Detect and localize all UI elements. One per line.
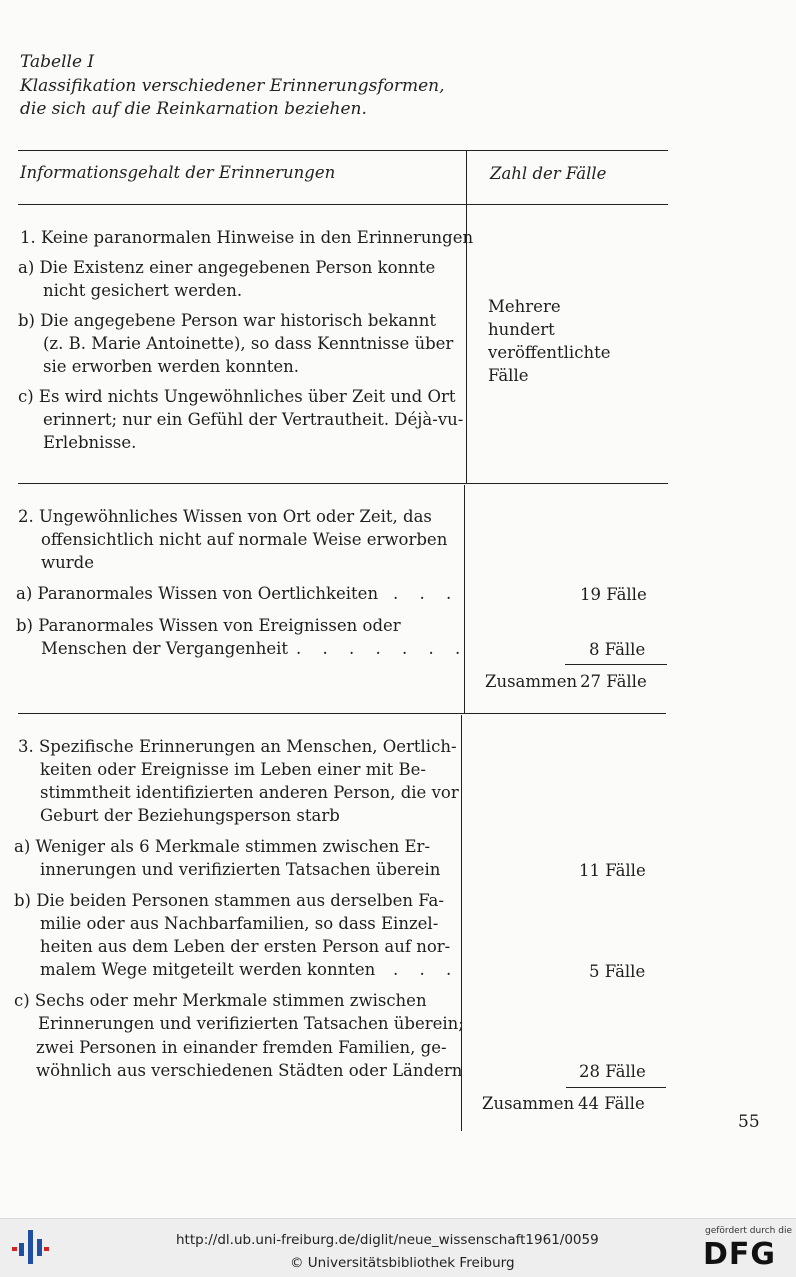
column-divider [466,150,467,483]
section-1-item-b-cont: (z. B. Marie Antoinette), so dass Kenntnisse über [43,334,454,353]
dfg-tagline: gefördert durch die [705,1226,792,1236]
sum-rule [565,664,667,665]
section-3-item-b-cont: heiten aus dem Leben der ersten Person auf nor- [40,937,451,956]
table-caption-label: Tabelle I [20,52,95,72]
section-1-item-b-cont: sie erworben werden konnten. [43,357,299,376]
section-3-item-a-cont: innerungen und verifizierten Tatsachen überein [40,860,441,879]
section-1-count: Mehrere [488,297,561,316]
section-3-item-a-count: 11 Fälle [579,861,646,880]
table-caption-title-line1: Klassifikation verschiedener Erinnerungsformen, [20,76,445,96]
section-3-item-b-count: 5 Fälle [589,962,646,981]
table-caption-title-line2: die sich auf die Reinkarnation beziehen. [20,99,367,119]
section-2-item-a-count: 19 Fälle [580,585,647,604]
section-1-title: 1. Keine paranormalen Hinweise in den Erinnerungen [20,228,474,247]
column-divider [464,485,465,713]
section-1-item-b: b) Die angegebene Person war historisch bekannt [18,311,436,330]
leader-dots: . . . . . . . [296,639,469,658]
ub-freiburg-logo-icon [10,1227,50,1267]
column-header-count: Zahl der Fälle [490,164,607,183]
section-3-title: 3. Spezifische Erinnerungen an Menschen, Oertlich- [18,737,457,756]
section-1-count: veröffentlichte [488,343,611,362]
section-2-item-b-cont: Menschen der Vergangenheit [41,639,289,658]
section-2-title-cont: wurde [41,553,94,572]
section-rule [18,483,668,484]
footer-copyright: © Universitätsbibliothek Freiburg [290,1255,515,1271]
leader-dots: . . . [393,960,460,979]
section-1-item-a-cont: nicht gesichert werden. [43,281,243,300]
section-2-total-label: Zusammen [485,672,578,691]
section-2-item-b-count: 8 Fälle [589,640,646,659]
section-3-item-a: a) Weniger als 6 Merkmale stimmen zwischen Er- [14,837,431,856]
section-3-title-cont: Geburt der Beziehungsperson starb [40,806,340,825]
header-bottom-rule [18,204,668,205]
page-number: 55 [738,1112,760,1132]
section-3-total-label: Zusammen [482,1094,575,1113]
section-1-count: hundert [488,320,555,339]
section-3-item-c-count: 28 Fälle [579,1062,646,1081]
section-3-item-b: b) Die beiden Personen stammen aus derselben Fa- [14,891,444,910]
section-1-item-a: a) Die Existenz einer angegebenen Person konnte [18,258,436,277]
section-3-total-count: 44 Fälle [578,1094,645,1113]
leader-dots: . . . [393,584,460,603]
section-2-total-count: 27 Fälle [580,672,647,691]
section-3-title-cont: keiten oder Ereignisse im Leben einer mit Be- [40,760,427,779]
table-top-rule [18,150,668,151]
section-2-item-b: b) Paranormales Wissen von Ereignissen oder [16,616,401,635]
section-1-count: Fälle [488,366,529,385]
section-3-item-c-cont: wöhnlich aus verschiedenen Städten oder Ländern [36,1061,463,1080]
section-3-item-c-cont: zwei Personen in einander fremden Familien, ge- [36,1038,447,1057]
section-3-title-cont: stimmtheit identifizierten anderen Person, die vor [40,783,459,802]
dfg-logo: DFG [703,1237,777,1272]
section-3-item-b-cont: malem Wege mitgeteilt werden konnten [40,960,376,979]
section-1-item-c-cont: erinnert; nur ein Gefühl der Vertrautheit. Déjà-vu- [43,410,464,429]
section-3-item-c: c) Sechs oder mehr Merkmale stimmen zwischen [14,991,427,1010]
section-2-title: 2. Ungewöhnliches Wissen von Ort oder Zeit, das [18,507,432,526]
footer-bar [0,1218,796,1277]
section-2-title-cont: offensichtlich nicht auf normale Weise erworben [41,530,448,549]
section-3-item-b-cont: milie oder aus Nachbarfamilien, so dass Einzel- [40,914,439,933]
column-header-information: Informationsgehalt der Erinnerungen [20,163,336,182]
section-2-item-a: a) Paranormales Wissen von Oertlichkeiten [16,584,379,603]
section-1-item-c: c) Es wird nichts Ungewöhnliches über Zeit und Ort [18,387,456,406]
section-rule [18,713,666,714]
sum-rule [566,1087,666,1088]
footer-url[interactable]: http://dl.ub.uni-freiburg.de/diglit/neue_wissenschaft1961/0059 [176,1232,599,1248]
section-1-item-c-cont: Erlebnisse. [43,433,137,452]
section-3-item-c-cont: Erinnerungen und verifizierten Tatsachen überein; [38,1014,464,1033]
